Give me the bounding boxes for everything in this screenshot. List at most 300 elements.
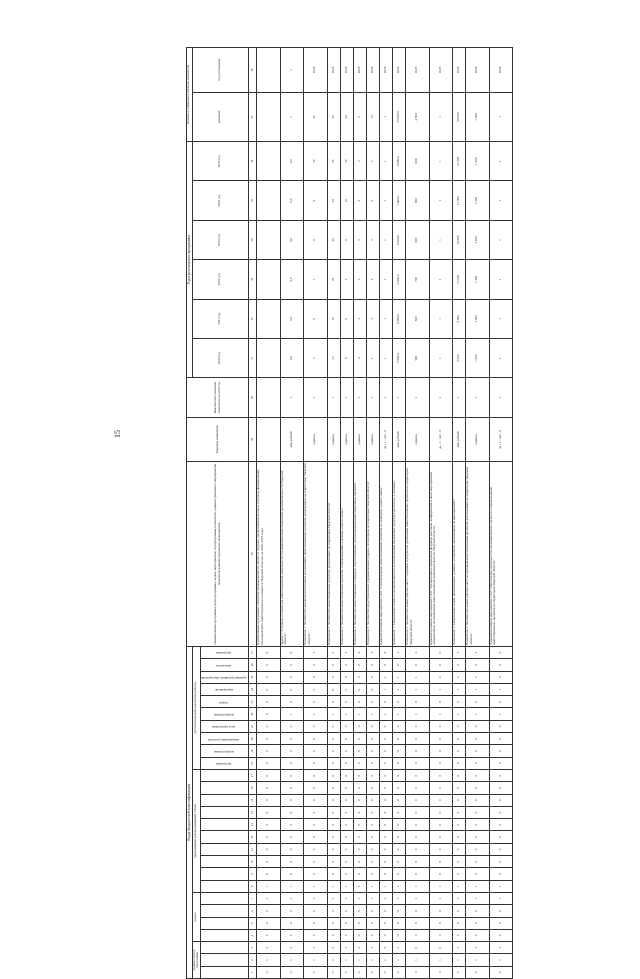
code-cell: 0 xyxy=(366,782,379,794)
row-year-value: 500 xyxy=(406,338,429,377)
code-cell: 0 xyxy=(489,905,512,917)
row-year-value: 1 xyxy=(379,260,392,299)
code-cell: 1 xyxy=(489,683,512,695)
code-cell: 0 xyxy=(257,708,280,720)
code-cell: 0 xyxy=(257,659,280,671)
header-unit: Единица измерения xyxy=(187,417,249,461)
code-cell: 0 xyxy=(340,806,353,818)
column-number: 31 xyxy=(249,338,257,377)
code-cell: 1 xyxy=(340,708,353,720)
code-cell: 0 xyxy=(340,929,353,941)
code-cell: 0 xyxy=(366,966,379,978)
code-cell: 0 xyxy=(429,831,452,843)
code-cell: 1 xyxy=(406,954,429,966)
row-year-value: 1 xyxy=(379,338,392,377)
row-target-year: 2025 xyxy=(466,48,489,93)
code-cell: 0 xyxy=(366,905,379,917)
code-cell: 0 xyxy=(304,733,327,745)
code-cell: 1 xyxy=(327,892,340,904)
row-year-value: 5 000,0 xyxy=(392,260,405,299)
code-cell: 8 xyxy=(379,917,392,929)
row-unit: да - 1 / нет - 0 xyxy=(429,417,452,461)
table-row xyxy=(280,48,303,979)
code-cell: 8 xyxy=(353,917,366,929)
code-cell: 0 xyxy=(280,806,303,818)
header-code-sub-13 xyxy=(201,819,249,831)
code-cell: 0 xyxy=(379,905,392,917)
code-cell: 0 xyxy=(327,769,340,781)
code-cell: 0 xyxy=(257,745,280,757)
code-cell: 0 xyxy=(429,782,452,794)
code-cell: 0 xyxy=(429,757,452,769)
code-cell: 0 xyxy=(366,806,379,818)
code-cell: 1 xyxy=(340,892,353,904)
row-target-year: 2025 xyxy=(353,48,366,93)
code-cell: 0 xyxy=(392,819,405,831)
code-cell: 0 xyxy=(429,856,452,868)
row-year-value: 1 500 xyxy=(466,181,489,220)
code-cell: 8 xyxy=(366,917,379,929)
code-cell: 1 xyxy=(379,708,392,720)
row-year-value: 2 xyxy=(366,299,379,338)
column-number: 12 xyxy=(249,831,257,843)
code-cell: 0 xyxy=(406,745,429,757)
row-year-value: 8 xyxy=(304,220,327,259)
code-cell: 0 xyxy=(366,659,379,671)
code-cell: 0 xyxy=(392,929,405,941)
code-cell: 1 xyxy=(304,646,327,659)
code-cell: 0 xyxy=(340,683,353,695)
row-year-value: 10 xyxy=(304,142,327,181)
code-cell: 0 xyxy=(466,806,489,818)
code-cell: 0 xyxy=(406,720,429,732)
table-row xyxy=(489,48,512,979)
code-cell: 0 xyxy=(340,794,353,806)
row-unit: единиц xyxy=(406,417,429,461)
row-target-year xyxy=(257,48,280,93)
code-cell: 1 xyxy=(353,954,366,966)
code-cell: 0 xyxy=(406,794,429,806)
table-row xyxy=(340,48,353,979)
row-year-value: 10 xyxy=(340,142,353,181)
code-cell: 1 xyxy=(280,892,303,904)
code-cell: 0 xyxy=(304,819,327,831)
code-cell: 1 xyxy=(406,671,429,683)
row-unit: единиц xyxy=(353,417,366,461)
header-code-sub-24 xyxy=(201,683,249,695)
code-cell: 1 xyxy=(340,954,353,966)
code-cell: 0 xyxy=(452,905,465,917)
code-cell: 1 xyxy=(304,880,327,892)
column-number: 23 xyxy=(249,696,257,708)
code-cell: 1 xyxy=(406,892,429,904)
code-cell: 0 xyxy=(280,720,303,732)
column-number: 38 xyxy=(249,48,257,93)
code-cell: 0 xyxy=(340,671,353,683)
code-cell: 8 xyxy=(429,917,452,929)
code-cell: 0 xyxy=(406,806,429,818)
row-year-value: 9 000 xyxy=(452,299,465,338)
code-cell: 1 xyxy=(452,646,465,659)
row-name: Административное мероприятие 1.003 "Обеспечение деятельности уполномоченного органа по сопровождению инвестиционных проектов на территории Тверской области" xyxy=(489,462,512,647)
row-base: х xyxy=(392,378,405,417)
header-code-sub-21 xyxy=(201,720,249,732)
row-year-value: 1 xyxy=(489,299,512,338)
code-cell: 0 xyxy=(327,819,340,831)
header-year-1: 2020 год xyxy=(192,338,249,377)
code-cell: 1 xyxy=(489,892,512,904)
code-cell: 0 xyxy=(353,831,366,843)
code-cell: 0 xyxy=(392,806,405,818)
code-cell: 0 xyxy=(366,671,379,683)
code-cell: 0 xyxy=(257,757,280,769)
code-cell: 3 xyxy=(257,942,280,954)
code-cell: 0 xyxy=(429,733,452,745)
code-cell: 0 xyxy=(429,929,452,941)
row-year-value: 19 xyxy=(327,299,340,338)
code-cell: 0 xyxy=(429,868,452,880)
header-year-5: 2024 год xyxy=(192,181,249,220)
code-cell: 0 xyxy=(489,831,512,843)
code-cell: 0 xyxy=(489,757,512,769)
row-base: х xyxy=(353,378,366,417)
row-year-value: 0,0 xyxy=(280,181,303,220)
header-code-sub-2 xyxy=(201,954,249,966)
row-year-value: 1 xyxy=(379,142,392,181)
code-cell: 0 xyxy=(257,769,280,781)
row-year-value: 1 xyxy=(429,338,452,377)
code-cell: 0 xyxy=(340,745,353,757)
column-number: 3 xyxy=(249,942,257,954)
row-year-value: 1 xyxy=(489,260,512,299)
code-cell: 0 xyxy=(489,782,512,794)
column-number: 24 xyxy=(249,683,257,695)
code-cell: 0 xyxy=(489,769,512,781)
row-base: х xyxy=(366,378,379,417)
row-year-value: 7 000,0 xyxy=(392,181,405,220)
code-cell: 0 xyxy=(489,745,512,757)
code-cell: 0 xyxy=(406,831,429,843)
code-cell: 0 xyxy=(280,794,303,806)
row-target: 54 xyxy=(340,92,353,141)
code-cell: 0 xyxy=(379,868,392,880)
code-cell: 2 xyxy=(466,671,489,683)
code-cell: 0 xyxy=(257,671,280,683)
row-unit xyxy=(257,417,280,461)
code-cell: 0 xyxy=(280,646,303,659)
column-number: 26 xyxy=(249,659,257,671)
code-cell: 0 xyxy=(366,831,379,843)
row-year-value: 6 000,0 xyxy=(392,299,405,338)
code-cell: 0 xyxy=(304,757,327,769)
code-cell: 0 xyxy=(340,696,353,708)
code-cell: 1 xyxy=(280,880,303,892)
column-number: 27 xyxy=(249,646,257,659)
row-base: х xyxy=(304,378,327,417)
header-code-sub-26-text: показатель xyxy=(216,663,232,668)
header-base: Фактическое значение показателя за 2019 год xyxy=(187,378,249,417)
code-cell: 0 xyxy=(340,757,353,769)
row-base: х xyxy=(327,378,340,417)
column-number: 4 xyxy=(249,929,257,941)
code-cell: 0 xyxy=(379,843,392,855)
header-code-sub-1 xyxy=(201,966,249,978)
column-number: 13 xyxy=(249,819,257,831)
table-row xyxy=(406,48,429,979)
code-cell: 0 xyxy=(257,831,280,843)
row-unit: единиц xyxy=(327,417,340,461)
header-code-sub-24-text: мероприятие xyxy=(214,688,233,693)
row-year-value: 25 xyxy=(327,181,340,220)
column-number: 8 xyxy=(249,880,257,892)
code-cell: 0 xyxy=(353,868,366,880)
code-cell: 0 xyxy=(280,733,303,745)
code-cell: 0 xyxy=(429,696,452,708)
code-cell: 0 xyxy=(327,659,340,671)
row-year-value: 1 000 xyxy=(466,338,489,377)
program-indicators-table xyxy=(186,47,513,979)
row-name: Показатель 4 "Количество инвестиционных площадок, подготовленных для реализации инвестиционных проектов" xyxy=(353,462,366,647)
code-cell: 0 xyxy=(340,659,353,671)
code-cell: 0 xyxy=(392,868,405,880)
code-cell: 0 xyxy=(379,745,392,757)
code-cell: 0 xyxy=(353,966,366,978)
code-cell: 1 xyxy=(452,880,465,892)
column-number: 29 xyxy=(249,417,257,461)
code-cell: 0 xyxy=(280,683,303,695)
code-cell: 0 xyxy=(280,831,303,843)
code-cell: 1 xyxy=(379,880,392,892)
code-cell: 0 xyxy=(304,905,327,917)
code-cell: 1 xyxy=(392,683,405,695)
row-target-year: 2025 xyxy=(489,48,512,93)
row-name: Показатель 5 "Количество индустриальных (промышленных) парков, технопарков на территории Тверской области" xyxy=(366,462,379,647)
row-year-value: 2 xyxy=(366,260,379,299)
code-cell: 1 xyxy=(353,880,366,892)
code-cell: 0 xyxy=(257,868,280,880)
code-cell: 0 xyxy=(327,905,340,917)
code-cell: 0 xyxy=(257,683,280,695)
code-cell: 0 xyxy=(466,769,489,781)
code-cell: 0 xyxy=(353,745,366,757)
code-cell: 2 xyxy=(429,671,452,683)
code-cell: 0 xyxy=(379,646,392,659)
code-cell: 1 xyxy=(452,892,465,904)
code-cell: 0 xyxy=(280,819,303,831)
row-year-value: 1 xyxy=(429,299,452,338)
code-cell: 1 xyxy=(257,892,280,904)
code-cell: 8 xyxy=(304,917,327,929)
row-year-value: 0,0 xyxy=(280,338,303,377)
code-cell: 0 xyxy=(304,696,327,708)
code-cell: 0 xyxy=(392,843,405,855)
header-code-sub-14 xyxy=(201,806,249,818)
code-cell: 0 xyxy=(340,819,353,831)
code-cell: 0 xyxy=(489,794,512,806)
code-cell: 0 xyxy=(304,745,327,757)
code-cell: 3 xyxy=(406,942,429,954)
code-cell: 0 xyxy=(466,819,489,831)
column-number: 15 xyxy=(249,794,257,806)
table-row xyxy=(429,48,452,979)
code-cell: 0 xyxy=(340,905,353,917)
code-cell: 1 xyxy=(466,683,489,695)
row-year-value xyxy=(257,338,280,377)
row-year-value: 25 xyxy=(327,220,340,259)
code-cell: 1 xyxy=(379,954,392,966)
header-years: Годы реализации программы xyxy=(187,142,193,378)
code-cell: 1 xyxy=(304,892,327,904)
code-cell: 0 xyxy=(304,868,327,880)
code-cell: 0 xyxy=(489,659,512,671)
header-admin: администратор программы xyxy=(192,942,201,979)
code-cell: 0 xyxy=(280,843,303,855)
code-cell: 0 xyxy=(406,782,429,794)
code-cell: 2 xyxy=(466,646,489,659)
header-code-sub-16 xyxy=(201,782,249,794)
code-cell: 0 xyxy=(466,966,489,978)
code-cell: 0 xyxy=(257,646,280,659)
row-year-value: 2 xyxy=(366,220,379,259)
column-number: 35 xyxy=(249,181,257,220)
code-cell: 0 xyxy=(340,843,353,855)
code-cell: 0 xyxy=(452,782,465,794)
code-cell: 0 xyxy=(304,843,327,855)
row-target: 3 xyxy=(353,92,366,141)
row-year-value xyxy=(257,260,280,299)
column-number: 25 xyxy=(249,671,257,683)
code-cell: 0 xyxy=(327,794,340,806)
row-base: х xyxy=(452,378,465,417)
row-year-value: 1 xyxy=(429,142,452,181)
code-cell: 3 xyxy=(340,942,353,954)
column-number: 10 xyxy=(249,856,257,868)
code-cell: 0 xyxy=(257,720,280,732)
code-cell: 0 xyxy=(489,806,512,818)
code-cell: 0 xyxy=(353,757,366,769)
code-cell: 0 xyxy=(406,819,429,831)
code-cell: 0 xyxy=(353,733,366,745)
code-cell: 1 xyxy=(466,954,489,966)
row-year-value: 900 xyxy=(406,181,429,220)
code-cell: 0 xyxy=(429,794,452,806)
row-year-value: 8 000,0 xyxy=(392,142,405,181)
code-cell: 0 xyxy=(280,745,303,757)
row-year-value: 25 xyxy=(327,142,340,181)
row-year-value: 2 xyxy=(366,181,379,220)
row-target: 1 xyxy=(429,92,452,141)
code-cell: 0 xyxy=(489,868,512,880)
code-cell: 0 xyxy=(257,794,280,806)
code-cell: 0 xyxy=(304,659,327,671)
row-year-value: 1 xyxy=(379,220,392,259)
code-cell: 0 xyxy=(452,659,465,671)
row-target: 25 xyxy=(327,92,340,141)
code-cell: 1 xyxy=(280,708,303,720)
code-cell: 0 xyxy=(366,843,379,855)
column-number: 2 xyxy=(249,954,257,966)
row-year-value: 3 xyxy=(353,220,366,259)
row-year-value xyxy=(257,220,280,259)
code-cell: 3 xyxy=(489,942,512,954)
row-target-year: 2025 xyxy=(327,48,340,93)
header-year-6: 2025 год xyxy=(192,142,249,181)
code-cell: 0 xyxy=(366,733,379,745)
code-cell: 0 xyxy=(489,843,512,855)
header-program-code: программной (непрограммной) статьи xyxy=(192,769,201,892)
row-name: Наименование программы: «Развитие промышленности, малого и среднего предпринимательства и торговли, формирование благоприятного инвестиционного климата в Тверской области» на 2020–2025 годы xyxy=(257,462,280,647)
code-cell: 0 xyxy=(452,720,465,732)
code-cell: 0 xyxy=(257,733,280,745)
code-cell: 0 xyxy=(429,905,452,917)
row-year-value: 21 000 xyxy=(452,142,465,181)
header-code-sub-18 xyxy=(201,757,249,769)
code-cell: 2 xyxy=(406,646,429,659)
column-number: 37 xyxy=(249,92,257,141)
code-cell: 0 xyxy=(466,929,489,941)
code-cell: 0 xyxy=(429,843,452,855)
row-target: 1 xyxy=(379,92,392,141)
row-target: 33 000,0 xyxy=(392,92,405,141)
code-cell: 1 xyxy=(466,880,489,892)
code-cell: 0 xyxy=(327,782,340,794)
code-cell: 0 xyxy=(406,757,429,769)
code-cell: 0 xyxy=(280,757,303,769)
code-cell: 0 xyxy=(340,868,353,880)
header-target-year: год достижения xyxy=(192,48,249,93)
row-year-value: 600 xyxy=(406,299,429,338)
row-target-year: 2025 xyxy=(340,48,353,93)
code-cell: 3 xyxy=(340,646,353,659)
code-cell: 0 xyxy=(257,782,280,794)
header-code-sub-23-text: задача xyxy=(219,700,229,705)
code-cell: 0 xyxy=(379,794,392,806)
row-target: 7 400 xyxy=(466,92,489,141)
code-cell: 0 xyxy=(280,905,303,917)
code-cell: 0 xyxy=(280,966,303,978)
code-cell: 1 xyxy=(452,683,465,695)
code-cell: 0 xyxy=(257,819,280,831)
code-cell: 0 xyxy=(429,720,452,732)
code-cell: 0 xyxy=(452,794,465,806)
code-cell: 0 xyxy=(366,794,379,806)
code-cell: 0 xyxy=(353,671,366,683)
code-cell: 0 xyxy=(353,769,366,781)
row-year-value: 700 xyxy=(406,260,429,299)
row-base: х xyxy=(280,378,303,417)
row-name: Показатель 2 "Количество инвестиционных проектов, реализуемых на территории Тверской области" xyxy=(327,462,340,647)
header-code-sub-3 xyxy=(201,942,249,954)
row-target-year: 2025 xyxy=(429,48,452,93)
row-target: 60 000 xyxy=(452,92,465,141)
code-cell: 0 xyxy=(392,794,405,806)
row-year-value: 11 000 xyxy=(452,181,465,220)
header-code-group-text: Коды бюджетной классификации xyxy=(186,784,191,841)
code-cell: 1 xyxy=(327,880,340,892)
code-cell: 0 xyxy=(257,905,280,917)
code-cell: 8 xyxy=(257,917,280,929)
column-number: 5 xyxy=(249,917,257,929)
code-cell: 0 xyxy=(452,745,465,757)
row-year-value: 3 xyxy=(353,181,366,220)
row-base: х xyxy=(429,378,452,417)
code-cell: 1 xyxy=(392,671,405,683)
code-cell: 1 xyxy=(280,954,303,966)
code-cell: 0 xyxy=(304,966,327,978)
code-cell: 0 xyxy=(429,966,452,978)
table-row xyxy=(379,48,392,979)
code-cell: 8 xyxy=(452,917,465,929)
